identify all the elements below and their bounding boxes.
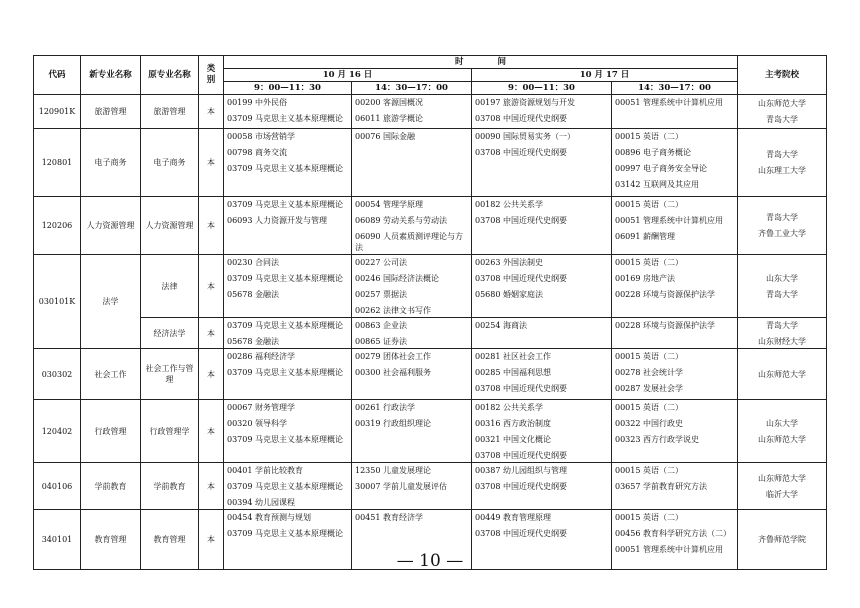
course-entry: 00321 中国文化概论 — [475, 435, 551, 444]
day1-afternoon-courses — [352, 400, 472, 463]
course-entry: 00076 国际金融 — [355, 132, 415, 141]
category: 本 — [199, 318, 224, 349]
school-name: 山东财经大学 — [758, 336, 807, 346]
course-entry: 00865 证券法 — [355, 337, 407, 346]
day2-afternoon-courses — [612, 349, 738, 400]
course-entry: 00199 中外民俗 — [227, 98, 287, 107]
new-major-name: 法学 — [81, 255, 141, 349]
header-time: 时 间 — [224, 56, 738, 69]
course-entry: 00257 票据法 — [355, 290, 407, 299]
major-code: 040106 — [34, 463, 81, 510]
course-entry: 00263 外国法制史 — [475, 258, 543, 267]
course-entry: 00058 市场营销学 — [227, 132, 295, 141]
course-entry: 00320 领导科学 — [227, 419, 287, 428]
day2-morning-courses — [472, 463, 612, 510]
course-entry: 00051 管理系统中计算机应用 — [615, 216, 723, 225]
new-major-name: 电子商务 — [81, 129, 141, 197]
course-entry: 00316 西方政治制度 — [475, 419, 551, 428]
new-major-name: 人力资源管理 — [81, 197, 141, 255]
header-day2-morning: 9：00—11：30 — [472, 82, 612, 95]
day1-morning-courses — [224, 463, 352, 510]
major-code: 030302 — [34, 349, 81, 400]
old-major-name: 教育管理 — [141, 510, 199, 570]
category: 本 — [199, 95, 224, 129]
category: 本 — [199, 197, 224, 255]
host-school — [738, 95, 827, 129]
new-major-name: 旅游管理 — [81, 95, 141, 129]
course-entry: 00015 英语（二） — [615, 352, 683, 361]
major-code: 120901K — [34, 95, 81, 129]
category: 本 — [199, 255, 224, 318]
course-entry: 00090 国际贸易实务（一） — [475, 132, 575, 141]
course-entry: 00182 公共关系学 — [475, 403, 543, 412]
course-entry: 30007 学前儿童发展评估 — [355, 482, 447, 491]
host-school — [738, 463, 827, 510]
header-day1-afternoon: 14：30—17：00 — [352, 82, 472, 95]
course-entry: 00054 管理学原理 — [355, 200, 423, 209]
course-entry: 03709 马克思主义基本原理概论 — [227, 164, 343, 173]
school-name: 山东理工大学 — [758, 166, 807, 175]
course-entry: 00401 学前比较教育 — [227, 466, 303, 475]
day2-morning-courses — [472, 400, 612, 463]
header-school: 主考院校 — [738, 56, 827, 95]
course-entry: 05678 金融法 — [227, 337, 279, 346]
exam-schedule-table — [33, 55, 827, 570]
day2-morning-courses — [472, 318, 612, 349]
host-school — [738, 197, 827, 255]
course-entry: 03708 中国近现代史纲要 — [475, 114, 567, 123]
day2-morning-courses — [472, 95, 612, 129]
day2-morning-courses — [472, 129, 612, 197]
school-name: 山东师范大学 — [758, 473, 807, 483]
course-entry: 00394 幼儿园课程 — [227, 498, 295, 507]
day1-morning-courses — [224, 255, 352, 318]
school-name: 山东师范大学 — [758, 99, 807, 108]
course-entry: 03708 中国近现代史纲要 — [475, 451, 567, 460]
course-entry: 12350 儿童发展理论 — [355, 466, 431, 475]
school-name: 齐鲁工业大学 — [758, 229, 807, 238]
course-entry: 03709 马克思主义基本原理概论 — [227, 274, 343, 283]
course-entry: 03709 马克思主义基本原理概论 — [227, 529, 343, 538]
old-major-name: 电子商务 — [141, 129, 199, 197]
course-entry: 03142 互联网及其应用 — [615, 180, 699, 189]
course-entry: 03709 马克思主义基本原理概论 — [227, 114, 343, 123]
course-entry: 00456 教育科学研究方法（二） — [615, 529, 731, 538]
course-entry: 06011 旅游学概论 — [355, 114, 423, 123]
table-row — [34, 255, 827, 318]
course-entry: 00997 电子商务安全导论 — [615, 164, 707, 173]
day1-morning-courses — [224, 349, 352, 400]
course-entry: 03708 中国近现代史纲要 — [475, 482, 567, 491]
school-name: 青岛大学 — [766, 320, 799, 330]
new-major-name: 学前教育 — [81, 463, 141, 510]
course-entry: 00015 英语（二） — [615, 513, 683, 522]
day1-afternoon-courses — [352, 463, 472, 510]
table-row — [34, 129, 827, 197]
course-entry: 00015 英语（二） — [615, 466, 683, 475]
category: 本 — [199, 463, 224, 510]
course-entry: 00281 社区社会工作 — [475, 352, 551, 361]
course-entry: 00454 教育预测与规划 — [227, 513, 311, 522]
course-entry: 00197 旅游资源规划与开发 — [475, 98, 575, 107]
major-code: 030101K — [34, 255, 81, 349]
header-category-text: 类别 — [206, 64, 216, 85]
major-code: 340101 — [34, 510, 81, 570]
course-entry: 00449 教育管理原理 — [475, 513, 551, 522]
course-entry: 03709 马克思主义基本原理概论 — [227, 321, 343, 330]
header-day2-afternoon: 14：30—17：00 — [612, 82, 738, 95]
school-name: 青岛大学 — [766, 289, 799, 299]
course-entry: 00300 社会福利服务 — [355, 368, 431, 377]
school-name: 山东师范大学 — [758, 369, 807, 379]
old-major-name: 旅游管理 — [141, 95, 199, 129]
course-entry: 00798 商务交流 — [227, 148, 287, 157]
course-entry: 05678 金融法 — [227, 290, 279, 299]
table-row — [34, 349, 827, 400]
school-name: 青岛大学 — [766, 150, 799, 159]
day1-morning-courses — [224, 95, 352, 129]
course-entry: 00323 西方行政学说史 — [615, 435, 699, 444]
table-row — [34, 463, 827, 510]
category: 本 — [199, 349, 224, 400]
category: 本 — [199, 400, 224, 463]
major-code: 120206 — [34, 197, 81, 255]
course-entry: 00227 公司法 — [355, 258, 407, 267]
course-entry: 00051 管理系统中计算机应用 — [615, 545, 723, 554]
day1-afternoon-courses — [352, 349, 472, 400]
course-entry: 00287 发展社会学 — [615, 384, 683, 393]
host-school — [738, 255, 827, 318]
day1-morning-courses — [224, 197, 352, 255]
table-row — [34, 318, 827, 349]
course-entry: 05680 婚姻家庭法 — [475, 290, 543, 299]
old-major-name: 法律 — [141, 255, 199, 318]
old-major-name: 经济法学 — [141, 318, 199, 349]
course-entry: 00262 法律文书写作 — [355, 306, 431, 315]
school-name: 青岛大学 — [766, 115, 799, 124]
course-entry: 00279 团体社会工作 — [355, 352, 431, 361]
category: 本 — [199, 129, 224, 197]
day2-afternoon-courses — [612, 95, 738, 129]
course-entry: 06091 薪酬管理 — [615, 232, 675, 241]
course-entry: 00261 行政法学 — [355, 403, 415, 412]
course-entry: 03708 中国近现代史纲要 — [475, 384, 567, 393]
day2-morning-courses — [472, 349, 612, 400]
header-day2: 10 月 17 日 — [472, 69, 738, 82]
course-entry: 00051 管理系统中计算机应用 — [615, 98, 723, 107]
school-name: 山东大学 — [766, 273, 799, 283]
old-major-name: 行政管理学 — [141, 400, 199, 463]
course-entry: 03709 马克思主义基本原理概论 — [227, 368, 343, 377]
header-day1: 10 月 16 日 — [224, 69, 472, 82]
course-entry: 00228 环境与资源保护法学 — [615, 321, 715, 330]
table-row — [34, 400, 827, 463]
course-entry: 00319 行政组织理论 — [355, 419, 431, 428]
header-old-major: 原专业名称 — [141, 56, 199, 95]
course-entry: 03708 中国近现代史纲要 — [475, 148, 567, 157]
host-school — [738, 349, 827, 400]
course-entry: 06093 人力资源开发与管理 — [227, 216, 327, 225]
course-entry: 06089 劳动关系与劳动法 — [355, 216, 447, 225]
header-new-major: 新专业名称 — [81, 56, 141, 95]
old-major-name: 学前教育 — [141, 463, 199, 510]
old-major-name: 社会工作与管理 — [141, 349, 199, 400]
course-entry: 03708 中国近现代史纲要 — [475, 216, 567, 225]
course-entry: 00015 英语（二） — [615, 258, 683, 267]
day2-afternoon-courses — [612, 318, 738, 349]
course-entry: 00451 教育经济学 — [355, 513, 423, 522]
day2-afternoon-courses — [612, 255, 738, 318]
page-number: — 10 — — [396, 551, 464, 571]
day2-afternoon-courses — [612, 463, 738, 510]
course-entry: 00015 英语（二） — [615, 200, 683, 209]
course-entry: 00863 企业法 — [355, 321, 407, 330]
course-entry: 00228 环境与资源保护法学 — [615, 290, 715, 299]
host-school — [738, 129, 827, 197]
school-name: 临沂大学 — [766, 489, 799, 499]
course-entry: 00182 公共关系学 — [475, 200, 543, 209]
header-category — [199, 56, 224, 95]
course-entry: 03708 中国近现代史纲要 — [475, 274, 567, 283]
course-entry: 03709 马克思主义基本原理概论 — [227, 200, 343, 209]
new-major-name: 教育管理 — [81, 510, 141, 570]
table-row — [34, 95, 827, 129]
course-entry: 03709 马克思主义基本原理概论 — [227, 482, 343, 491]
new-major-name: 社会工作 — [81, 349, 141, 400]
day2-afternoon-courses — [612, 197, 738, 255]
course-entry: 06090 人员素质测评理论与方法 — [355, 232, 463, 252]
day2-morning-courses — [472, 255, 612, 318]
course-entry: 00067 财务管理学 — [227, 403, 295, 412]
course-entry: 00387 幼儿园组织与管理 — [475, 466, 567, 475]
host-school — [738, 318, 827, 349]
course-entry: 00286 福利经济学 — [227, 352, 295, 361]
course-entry: 03657 学前教育研究方法 — [615, 482, 707, 491]
course-entry: 00278 社会统计学 — [615, 368, 683, 377]
host-school — [738, 400, 827, 463]
course-entry: 00285 中国福利思想 — [475, 368, 551, 377]
course-entry: 00246 国际经济法概论 — [355, 274, 439, 283]
course-entry: 03709 马克思主义基本原理概论 — [227, 435, 343, 444]
header-day1-morning: 9：00—11：30 — [224, 82, 352, 95]
course-entry: 00015 英语（二） — [615, 132, 683, 141]
school-name: 山东大学 — [766, 418, 799, 428]
major-code: 120801 — [34, 129, 81, 197]
course-entry: 00896 电子商务概论 — [615, 148, 691, 157]
day1-afternoon-courses — [352, 318, 472, 349]
day2-afternoon-courses — [612, 400, 738, 463]
school-name: 山东师范大学 — [758, 434, 807, 444]
day1-morning-courses — [224, 318, 352, 349]
course-entry: 00254 海商法 — [475, 321, 527, 330]
old-major-name: 人力资源管理 — [141, 197, 199, 255]
new-major-name: 行政管理 — [81, 400, 141, 463]
day1-afternoon-courses — [352, 197, 472, 255]
course-entry: 00169 房地产法 — [615, 274, 675, 283]
category: 本 — [199, 510, 224, 570]
course-entry: 00230 合同法 — [227, 258, 279, 267]
course-entry: 03708 中国近现代史纲要 — [475, 529, 567, 538]
course-entry: 00015 英语（二） — [615, 403, 683, 412]
day1-afternoon-courses — [352, 129, 472, 197]
major-code: 120402 — [34, 400, 81, 463]
school-name: 青岛大学 — [766, 213, 799, 222]
day2-morning-courses — [472, 197, 612, 255]
day1-afternoon-courses — [352, 95, 472, 129]
day1-afternoon-courses — [352, 255, 472, 318]
table-row — [34, 197, 827, 255]
day1-morning-courses — [224, 400, 352, 463]
day2-afternoon-courses — [612, 129, 738, 197]
course-entry: 00322 中国行政史 — [615, 419, 683, 428]
school-name: 齐鲁师范学院 — [758, 535, 807, 544]
day1-morning-courses — [224, 129, 352, 197]
course-entry: 00200 客源国概况 — [355, 98, 423, 107]
header-code: 代码 — [34, 56, 81, 95]
